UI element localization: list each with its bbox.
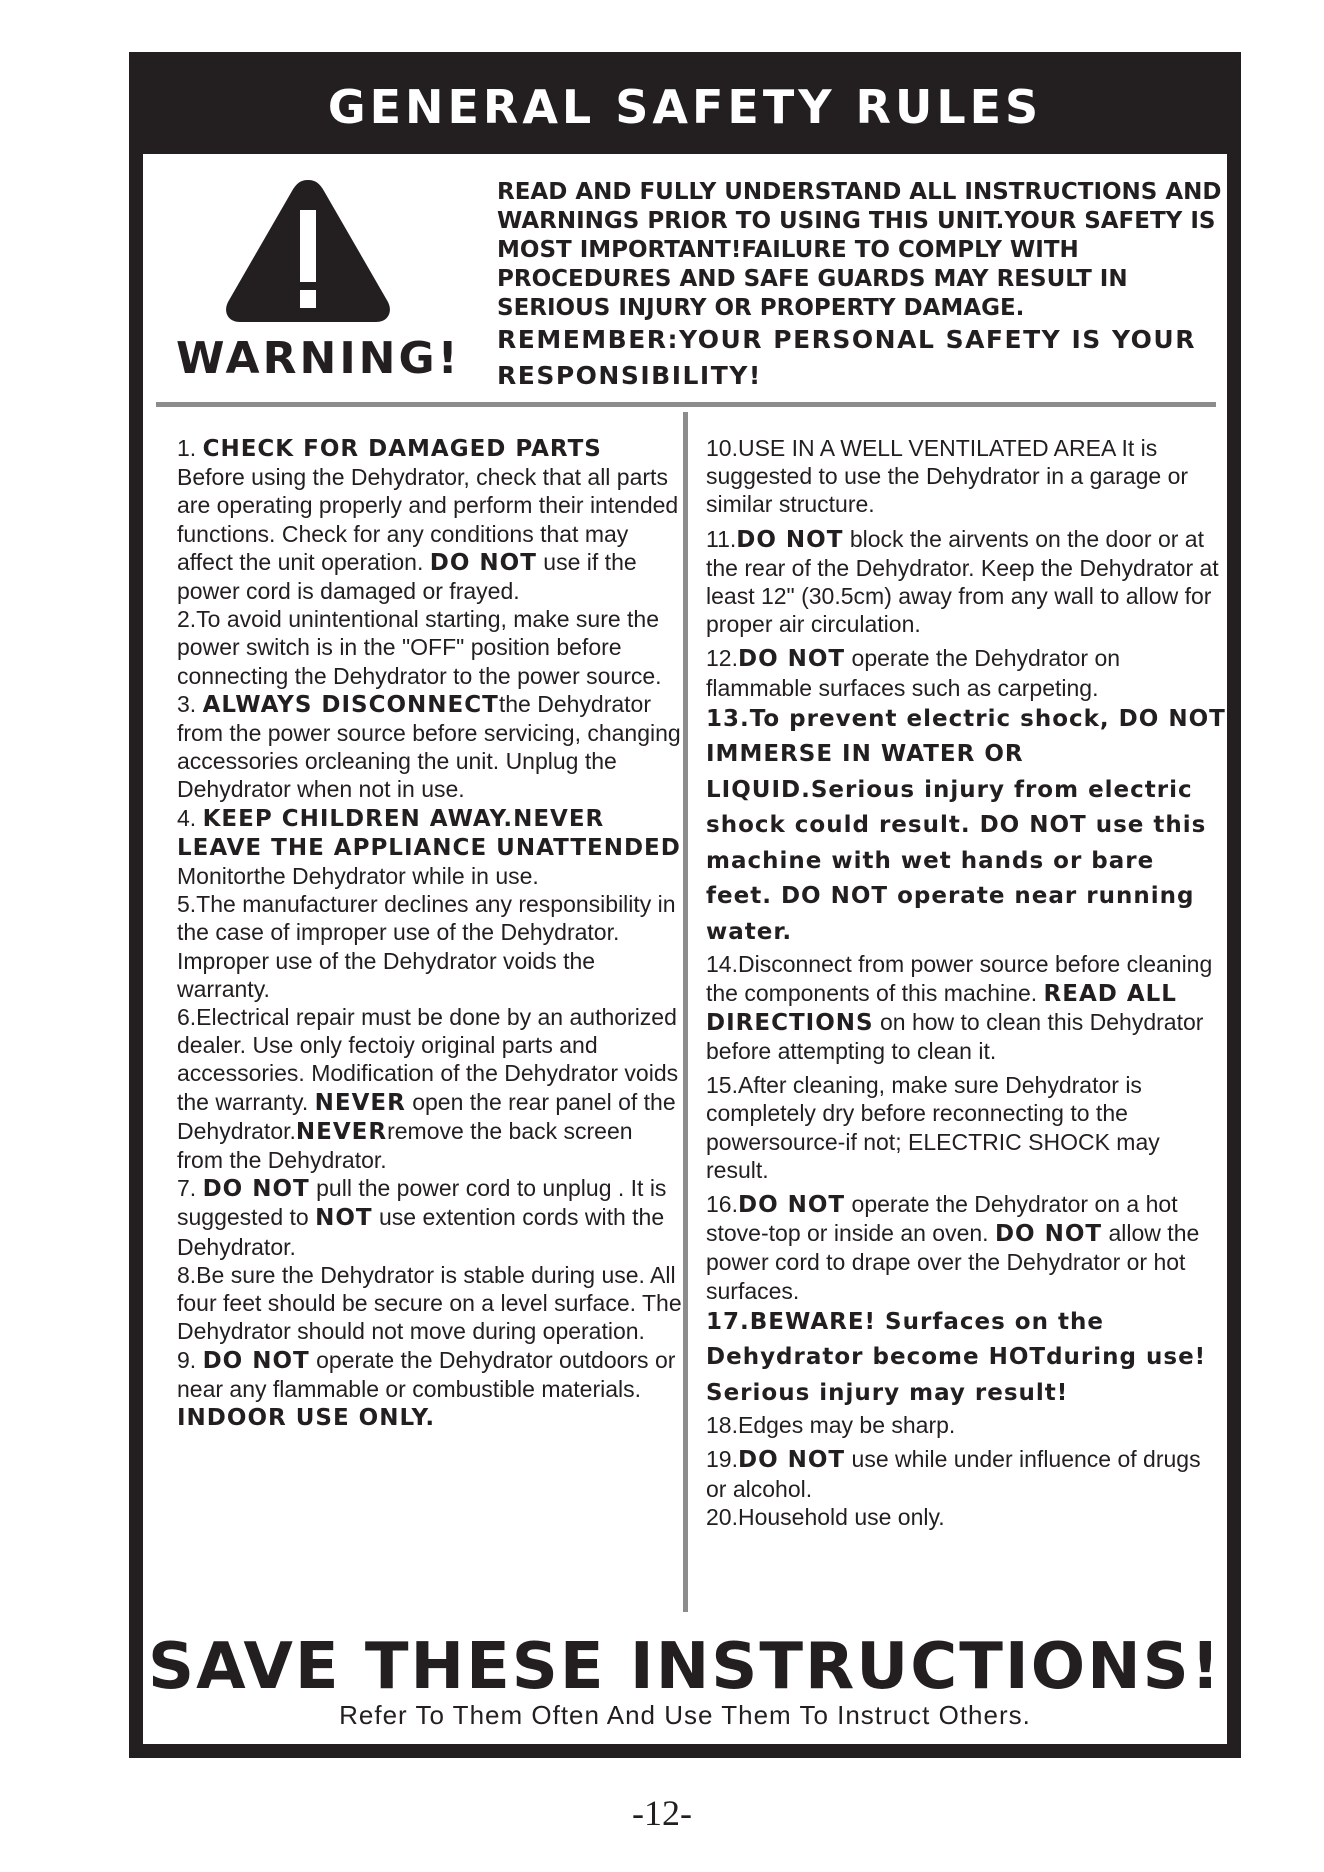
rule-7 — [177, 1174, 683, 1261]
rule-text: 6.Electrical repair must be done by an authorized dealer. Use only fectoiy original parts and accessories. Modification of the Dehydrator voids the warranty. — [177, 1004, 679, 1115]
rule-number: 7. — [177, 1175, 203, 1202]
rule-10: 10.USE IN A WELL VENTILATED AREA It is suggested to use the Dehydrator in a garage or similar structure. — [706, 435, 1189, 518]
rule-emphasis: NEVER — [314, 1089, 406, 1116]
rule-emphasis: DO NOT — [202, 1347, 310, 1374]
rule-text: allow the power cord to drape over the Dehydrator or hot surfaces. — [706, 1220, 1200, 1304]
rule-text: open the rear panel of the Dehydrator. — [177, 1088, 676, 1144]
horizontal-divider — [156, 402, 1216, 407]
warning-triangle-icon — [220, 172, 396, 328]
rule-emphasis: DO NOT — [737, 1447, 846, 1474]
rule-emphasis: DO NOT — [994, 1221, 1103, 1248]
rule-14 — [706, 950, 1226, 1065]
refer-note: Refer To Them Often And Use Them To Instruct Others. — [339, 1700, 1031, 1730]
rule-text: operate the Dehydrator on a hot stove-top or inside an oven. — [706, 1190, 1178, 1247]
rule-text: block the airvents on the door or at the rear of the Dehydrator. Keep the Dehydrator at least 12" (30.5cm) away from any wall to allow for proper air circulation. — [706, 525, 1219, 638]
rule-heading: CHECK FOR DAMAGED PARTS — [202, 436, 602, 462]
rule-text: operate the Dehydrator on flammable surfaces such as carpeting. — [706, 645, 1121, 701]
rule-12 — [706, 644, 1226, 701]
rule-text: use if the power cord is damaged or frayed. — [177, 548, 637, 605]
rule-number: 19. — [706, 1446, 738, 1473]
rule-text: the Dehydrator from the power source before servicing, changing accessories orcleaning the unit. Unplug the Dehydrator when not in use. — [177, 690, 681, 803]
rule-text: Before using the Dehydrator, check that all parts are operating properly and perform their intended functions. Check for any conditions that may affect the unit operation. — [177, 464, 679, 575]
rule-3 — [177, 690, 683, 804]
rule-number: 3. — [177, 690, 203, 717]
rule-17 — [706, 1305, 1226, 1412]
rule-number: 1. — [177, 435, 203, 461]
rule-20: 20.Household use only. — [706, 1503, 945, 1530]
rule-6 — [177, 1003, 683, 1174]
rule-emphasis: DO NOT — [202, 1176, 310, 1203]
rule-emphasis: DO NOT — [736, 526, 844, 553]
rule-emphasis: NEVER — [295, 1118, 388, 1145]
rule-emphasis: ALWAYS DISCONNECT — [202, 691, 499, 718]
rule-1 — [177, 434, 683, 605]
rule-2: 2.To avoid unintentional starting, make sure the power switch is in the "OFF" position before connecting the Dehydrator to the power source. — [177, 606, 662, 689]
rule-text: operate the Dehydrator outdoors or near any flammable or combustible materials. — [177, 1346, 676, 1402]
indoor-use-note: INDOOR USE ONLY. — [177, 1404, 436, 1431]
warning-title: WARNING! — [176, 333, 461, 384]
rule-emphasis: DO NOT — [737, 646, 846, 673]
rule-19 — [706, 1445, 1226, 1502]
rule-18: 18.Edges may be sharp. — [706, 1412, 956, 1439]
rule-number: 17. — [706, 1308, 750, 1335]
rule-number: 9. — [177, 1346, 203, 1373]
column-divider — [683, 412, 688, 1612]
rule-text: on how to clean this Dehydrator before attempting to clean it. — [706, 1008, 1204, 1064]
rule-number: 12. — [706, 645, 738, 672]
rule-number: 11. — [706, 525, 737, 552]
rule-11 — [706, 525, 1226, 639]
rule-text: Monitorthe Dehydrator while in use. — [177, 863, 539, 890]
save-instructions-banner: SAVE THESE INSTRUCTIONS! — [148, 1630, 1222, 1704]
rule-text: remove the back screen from the Dehydrator. — [177, 1117, 633, 1174]
rule-text: pull the power cord to unplug . It is suggested to — [177, 1175, 667, 1231]
warning-remember: REMEMBER:YOUR PERSONAL SAFETY IS YOUR RESPONSIBILITY! — [497, 325, 1196, 390]
rule-text: use while under influence of drugs or alcohol. — [706, 1446, 1201, 1502]
rule-emphasis: KEEP CHILDREN AWAY.NEVER LEAVE THE APPLIANCE UNATTENDED — [177, 805, 681, 861]
rule-5: 5.The manufacturer declines any responsibility in the case of improper use of the Dehydrator. Improper use of the Dehydrator voids the warranty. — [177, 891, 676, 1002]
rule-4 — [177, 804, 683, 891]
rule-number: 16. — [706, 1190, 738, 1217]
rules-left-column — [177, 434, 683, 1432]
page-number: -12- — [632, 1793, 692, 1833]
rule-emphasis: DO NOT — [429, 549, 537, 576]
rule-8: 8.Be sure the Dehydrator is stable during use. All four feet should be secure on a level surface. The Dehydrator should not move during operation. — [177, 1261, 682, 1345]
rule-9 — [177, 1346, 683, 1433]
rule-text: 14.Disconnect from power source before cleaning the components of this machine. — [706, 951, 1213, 1006]
rule-emphasis: NOT — [315, 1205, 373, 1232]
rule-15: 15.After cleaning, make sure Dehydrator is completely dry before reconnecting to the powersource-if not; ELECTRIC SHOCK may result. — [706, 1072, 1160, 1183]
rule-emphasis: BEWARE! Surfaces on the Dehydrator become HOTduring use! Serious injury may result! — [706, 1308, 1207, 1406]
rule-emphasis: READ ALL DIRECTIONS — [706, 980, 1177, 1036]
warning-intro: READ AND FULLY UNDERSTAND ALL INSTRUCTIONS AND WARNINGS PRIOR TO USING THIS UNIT.YOUR SAFETY IS MOST IMPORTANT!FAILURE TO COMPLY WITH PROCEDURES AND SAFE GUARDS MAY RESULT IN SERIOUS INJURY OR PROPERTY DAMAGE. — [497, 179, 1222, 321]
rule-text: use extention cords with the Dehydrator. — [177, 1204, 665, 1260]
rule-number: 4. — [177, 804, 203, 831]
page-title: GENERAL SAFETY RULES — [327, 80, 1043, 134]
rule-16 — [706, 1190, 1226, 1305]
header-bar — [129, 52, 1241, 154]
rule-emphasis: DO NOT — [737, 1191, 846, 1218]
rules-right-column — [706, 434, 1226, 1531]
rule-13: 13.To prevent electric shock, DO NOT IMMERSE IN WATER OR LIQUID.Serious injury from electric shock could result. DO NOT use this machine with wet hands or bare feet. DO NOT operate near running water. — [706, 705, 1226, 945]
